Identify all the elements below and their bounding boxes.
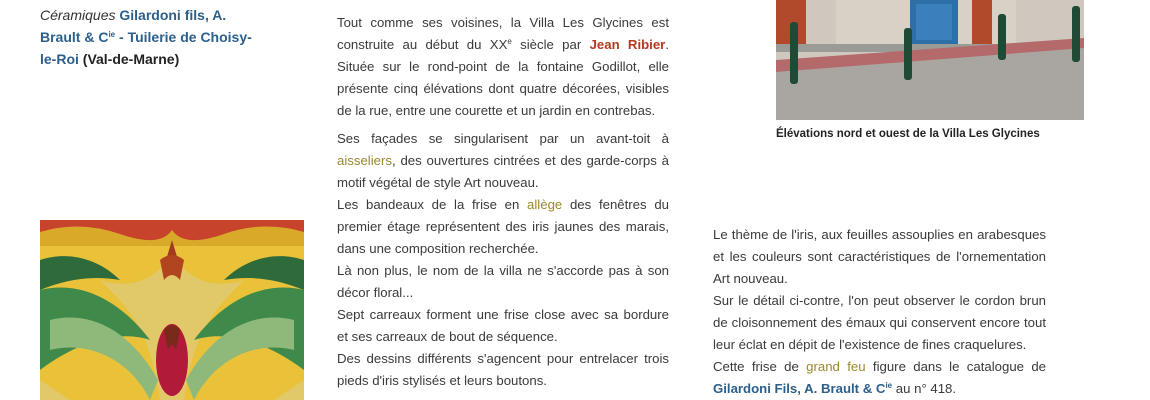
p2-text-a: Ses façades se singularisent par un avant-toit à [337,131,669,146]
credit-paren: (Val-de-Marne) [78,51,180,67]
paragraph-6: Des dessins différents s'agencent pour entrelacer trois pieds d'iris stylisés et leurs boutons. [337,351,669,388]
aisseliers-link[interactable]: aisseliers [337,153,392,168]
right-text-column [713,224,1046,400]
p1-text-c: . Située sur le rond-point de la fontaine Godillot, elle présente cinq élévations dont quatre décorées, visibles de la rue, entre une courette et un jardin en contrebas. [337,37,669,118]
credit-line3: le-Roi [40,51,79,67]
main-text-column [337,12,669,392]
right-paragraph-2: Sur le détail ci-contre, l'on peut observer le cordon brun de cloisonnement des émaux qui conservent encore tout leur éclat en dépit de l'existence de fines craquelures. [713,293,1046,352]
photo-caption: Élévations nord et ouest de la Villa Les Glycines [776,128,1040,140]
r3-text-c: au n° 418. [892,381,957,396]
right-paragraph-3 [713,356,1046,400]
p1-text-b: siècle par [511,37,590,52]
p3-text-b: des fenêtres du premier étage représentent des iris jaunes des marais, dans une composition recherchée. [337,197,669,256]
maker-name: Gilardoni Fils, A. Brault & C [713,381,886,396]
credit-line2b: - Tuilerie de Choisy- [115,29,252,45]
credit-line2a: Brault & C [40,29,109,45]
r3-text-a: Cette frise de [713,359,807,374]
paragraph-4: Là non plus, le nom de la villa ne s'accorde pas à son décor floral... [337,263,669,300]
credit-sup: ie [108,30,116,39]
paragraph-1 [337,12,669,122]
right-paragraph-1: Le thème de l'iris, aux feuilles assouplies en arabesques et les couleurs sont caractéristiques de l'ornementation Art nouveau. [713,227,1046,286]
p1-text-a: Tout comme ses voisines, la Villa Les Glycines est construite au début du XX [337,15,669,52]
paragraph-3 [337,194,669,260]
paragraph-5: Sept carreaux forment une frise close avec sa bordure et ses carreaux de bout de séquence. [337,307,669,344]
villa-photo [776,0,1084,120]
paragraph-2 [337,128,669,194]
allege-link[interactable]: allège [527,197,563,212]
maker-sup: ie [885,381,893,390]
r3-text-b: figure dans le catalogue de [865,359,1047,374]
p1-sup: e [507,37,512,46]
grand-feu-link[interactable]: grand feu [806,359,866,374]
p3-text-a: Les bandeaux de la frise en [337,197,528,212]
p2-text-b: , des ouvertures cintrées et des garde-corps à motif végétal de style Art nouveau. [337,153,669,190]
credit-ceramiques: Céramiques [40,7,116,23]
architect-name-link[interactable]: Jean Ribier [589,37,666,52]
iris-tile-image [40,220,304,400]
photo-credit [40,4,285,70]
credit-line1: Gilardoni fils, A. [119,7,227,23]
